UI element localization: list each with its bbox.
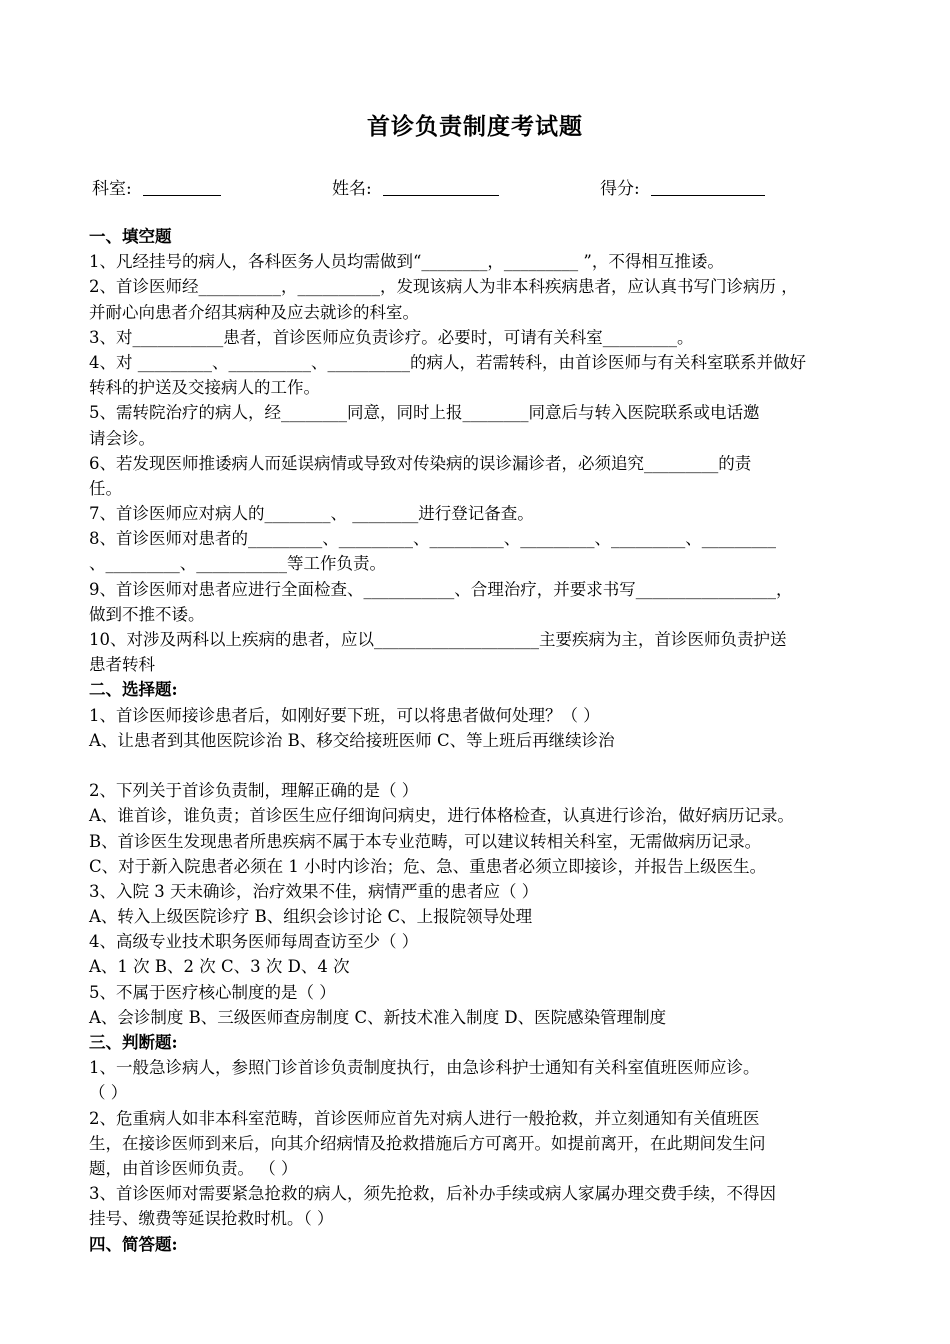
question-line: 10、对涉及两科以上疾病的患者，应以____________________主要疾病为主，首诊医师负责护送 xyxy=(89,630,787,649)
name-field xyxy=(332,174,499,199)
department-label: 科室: xyxy=(92,179,132,199)
question-line: 4、高级专业技术职务医师每周查访至少（ ） xyxy=(89,932,419,952)
question-line: 1、凡经挂号的病人，各科医务人员均需做到“________，_________ ”，不得相互推诿。 xyxy=(89,252,724,272)
exam-body xyxy=(89,224,869,1257)
department-blank[interactable] xyxy=(143,177,221,196)
score-field xyxy=(600,174,765,199)
question-line: 2、下列关于首诊负责制，理解正确的是（ ） xyxy=(89,781,419,801)
section-heading: 二、选择题: xyxy=(89,680,178,700)
question-line: 3、首诊医师对需要紧急抢救的病人，须先抢救，后补办手续或病人家属办理交费手续，不得因 xyxy=(89,1184,776,1204)
score-blank[interactable] xyxy=(651,177,765,196)
question-line: 患者转科 xyxy=(89,655,155,675)
score-label: 得分: xyxy=(600,179,640,199)
question-line: 题，由首诊医师负责。 （ ） xyxy=(89,1158,298,1178)
question-line: 生，在接诊医师到来后，向其介绍病情及抢救措施后方可离开。如提前离开，在此期间发生问 xyxy=(89,1133,766,1153)
question-line: 5、不属于医疗核心制度的是（ ） xyxy=(89,982,336,1002)
question-line: 请会诊。 xyxy=(89,428,155,448)
question-line: 并耐心向患者介绍其病种及应去就诊的科室。 xyxy=(89,302,419,322)
page-title: 首诊负责制度考试题 xyxy=(367,113,583,140)
question-line: 1、一般急诊病人，参照门诊首诊负责制度执行，由急诊科护士通知有关科室值班医师应诊。 xyxy=(89,1058,760,1078)
question-line: （ ） xyxy=(89,1083,128,1103)
question-line: 挂号、缴费等延误抢救时机。（ ） xyxy=(89,1209,334,1229)
question-line: 3、对___________患者，首诊医师应负责诊疗。必要时，可请有关科室_________。 xyxy=(89,327,694,347)
name-blank[interactable] xyxy=(383,177,499,196)
question-line: 2、首诊医师经__________，__________，发现该病人为非本科疾病患者，应认真书写门诊病历 ， xyxy=(89,277,798,297)
section-heading: 三、判断题: xyxy=(89,1033,178,1052)
question-line: A、让患者到其他医院诊治 B、移交给接班医师 C、等上班后再继续诊治 xyxy=(89,730,615,750)
blank-line xyxy=(89,753,869,778)
question-line: 4、对 _________、__________、__________的病人，若需转科，由首诊医师与有关科室联系并做好 xyxy=(89,352,806,372)
question-line: 9、首诊医师对患者应进行全面检查、___________、合理治疗，并要求书写_________________， xyxy=(89,579,793,599)
section-heading: 四、简答题: xyxy=(89,1234,178,1254)
question-line: 6、若发现医师推诿病人而延误病情或导致对传染病的误诊漏诊者，必须追究_________的责 xyxy=(89,453,752,473)
question-line: 8、首诊医师对患者的_________、_________、_________、_________、_________、_________ xyxy=(89,529,776,549)
question-line: 5、需转院治疗的病人，经________同意，同时上报________同意后与转入医院联系或电话邀 xyxy=(89,403,760,423)
question-line: A、1 次 B、2 次 C、3 次 D、4 次 xyxy=(89,957,350,977)
question-line: 、_________、___________等工作负责。 xyxy=(89,554,386,574)
question-line: 1、首诊医师接诊患者后，如刚好要下班，可以将患者做何处理？（ ） xyxy=(89,705,600,725)
header-fields xyxy=(92,174,882,202)
question-line: 转科的护送及交接病人的工作。 xyxy=(89,378,320,398)
question-line: C、对于新入院患者必须在 1 小时内诊治；危、急、重患者必须立即接诊，并报告上级医生。 xyxy=(89,856,767,876)
question-line: 7、首诊医师应对病人的________、 ________进行登记备查。 xyxy=(89,504,534,524)
question-line: A、转入上级医院诊疗 B、组织会诊讨论 C、上报院领导处理 xyxy=(89,907,533,927)
name-label: 姓名: xyxy=(332,179,372,199)
question-line: 3、入院 3 天未确诊，治疗效果不佳，病情严重的患者应（ ） xyxy=(89,881,539,901)
question-line: A、会诊制度 B、三级医师查房制度 C、新技术准入制度 D、医院感染管理制度 xyxy=(89,1007,667,1027)
question-line: B、首诊医生发现患者所患疾病不属于本专业范畴，可以建议转相关科室，无需做病历记录。 xyxy=(89,831,762,851)
question-line: 任。 xyxy=(89,478,122,498)
department-field xyxy=(92,174,221,199)
question-line: A、谁首诊，谁负责；首诊医生应仔细询问病史，进行体格检查，认真进行诊治，做好病历记录。 xyxy=(89,806,794,826)
question-line: 做到不推不诿。 xyxy=(89,604,205,624)
section-heading: 一、填空题 xyxy=(89,227,172,246)
question-line: 2、危重病人如非本科室范畴，首诊医师应首先对病人进行一般抢救，并立刻通知有关值班医 xyxy=(89,1108,760,1128)
